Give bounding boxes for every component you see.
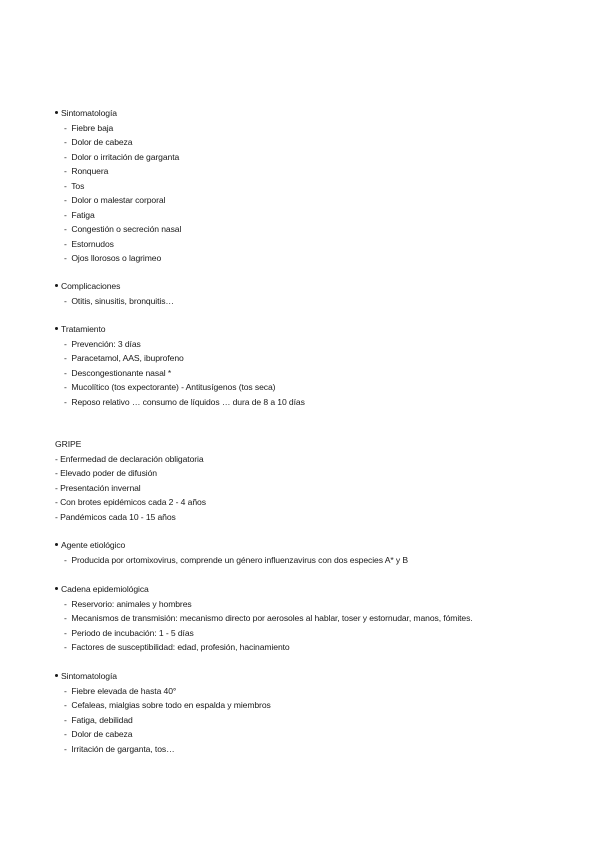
list-item: - Presentación invernal	[55, 482, 141, 493]
gripe-title: GRIPE	[55, 439, 82, 449]
list-item: - Estornudos	[64, 238, 114, 249]
list-item: - Fatiga, debilidad	[64, 714, 133, 725]
list-item: - Fiebre baja	[64, 122, 114, 133]
section-heading-tratamiento: Tratamiento	[55, 324, 105, 335]
list-item: - Producida por ortomixovirus, comprende un género influenzavirus con dos especies A* y B	[64, 554, 409, 565]
section-heading-sintomatologia: Sintomatología	[55, 108, 117, 119]
list-item: - Reservorio: animales y hombres	[64, 598, 192, 609]
section-heading-cadena-epidemiologica: Cadena epidemiológica	[55, 584, 149, 595]
list-item: - Mecanismos de transmisión: mecanismo directo por aerosoles al hablar, toser y estornudar, manos, fómites.	[64, 613, 473, 623]
list-item: - Enfermedad de declaración obligatoria	[55, 453, 204, 464]
list-item: - Paracetamol, AAS, ibuprofeno	[64, 353, 184, 363]
list-item: - Ojos llorosos o lagrimeo	[64, 253, 162, 263]
list-item: - Mucolítico (tos expectorante) - Antitusígenos (tos seca)	[64, 382, 276, 392]
list-item: - Dolor o irritación de garganta	[64, 151, 180, 162]
list-item: - Elevado poder de difusión	[55, 468, 157, 478]
list-item: - Dolor de cabeza	[64, 137, 133, 147]
list-item: - Fatiga	[64, 209, 95, 220]
list-item: - Ronquera	[64, 166, 109, 176]
list-item: - Factores de susceptibilidad: edad, profesión, hacinamiento	[64, 642, 290, 652]
list-item: - Congestión o secreción nasal	[64, 224, 182, 234]
list-item: - Dolor de cabeza	[64, 729, 133, 739]
list-item: - Reposo relativo … consumo de líquidos … dura de 8 a 10 días	[64, 396, 305, 407]
section-heading-sintomatologia-gripe: Sintomatología	[55, 671, 117, 682]
bullet-icon	[55, 111, 58, 114]
bullet-icon	[55, 543, 58, 546]
list-item: - Dolor o malestar corporal	[64, 195, 166, 205]
list-item: - Prevención: 3 días	[64, 338, 141, 349]
list-item: - Otitis, sinusitis, bronquitis…	[64, 295, 174, 306]
list-item: - Cefaleas, mialgias sobre todo en espalda y miembros	[64, 700, 271, 710]
bullet-icon	[55, 327, 58, 330]
list-item: - Con brotes epidémicos cada 2 - 4 años	[55, 497, 206, 507]
bullet-icon	[55, 674, 58, 677]
list-item: - Periodo de incubación: 1 - 5 días	[64, 627, 194, 638]
list-item: - Descongestionante nasal *	[64, 367, 172, 378]
list-item: - Pandémicos cada 10 - 15 años	[55, 511, 176, 522]
list-item: - Irritación de garganta, tos…	[64, 743, 175, 754]
section-heading-complicaciones: Complicaciones	[55, 281, 120, 292]
bullet-icon	[55, 587, 58, 590]
list-item: - Tos	[64, 180, 85, 191]
list-item: - Fiebre elevada de hasta 40°	[64, 685, 177, 696]
section-heading-agente-etiologico: Agente etiológico	[55, 540, 125, 551]
bullet-icon	[55, 284, 58, 287]
